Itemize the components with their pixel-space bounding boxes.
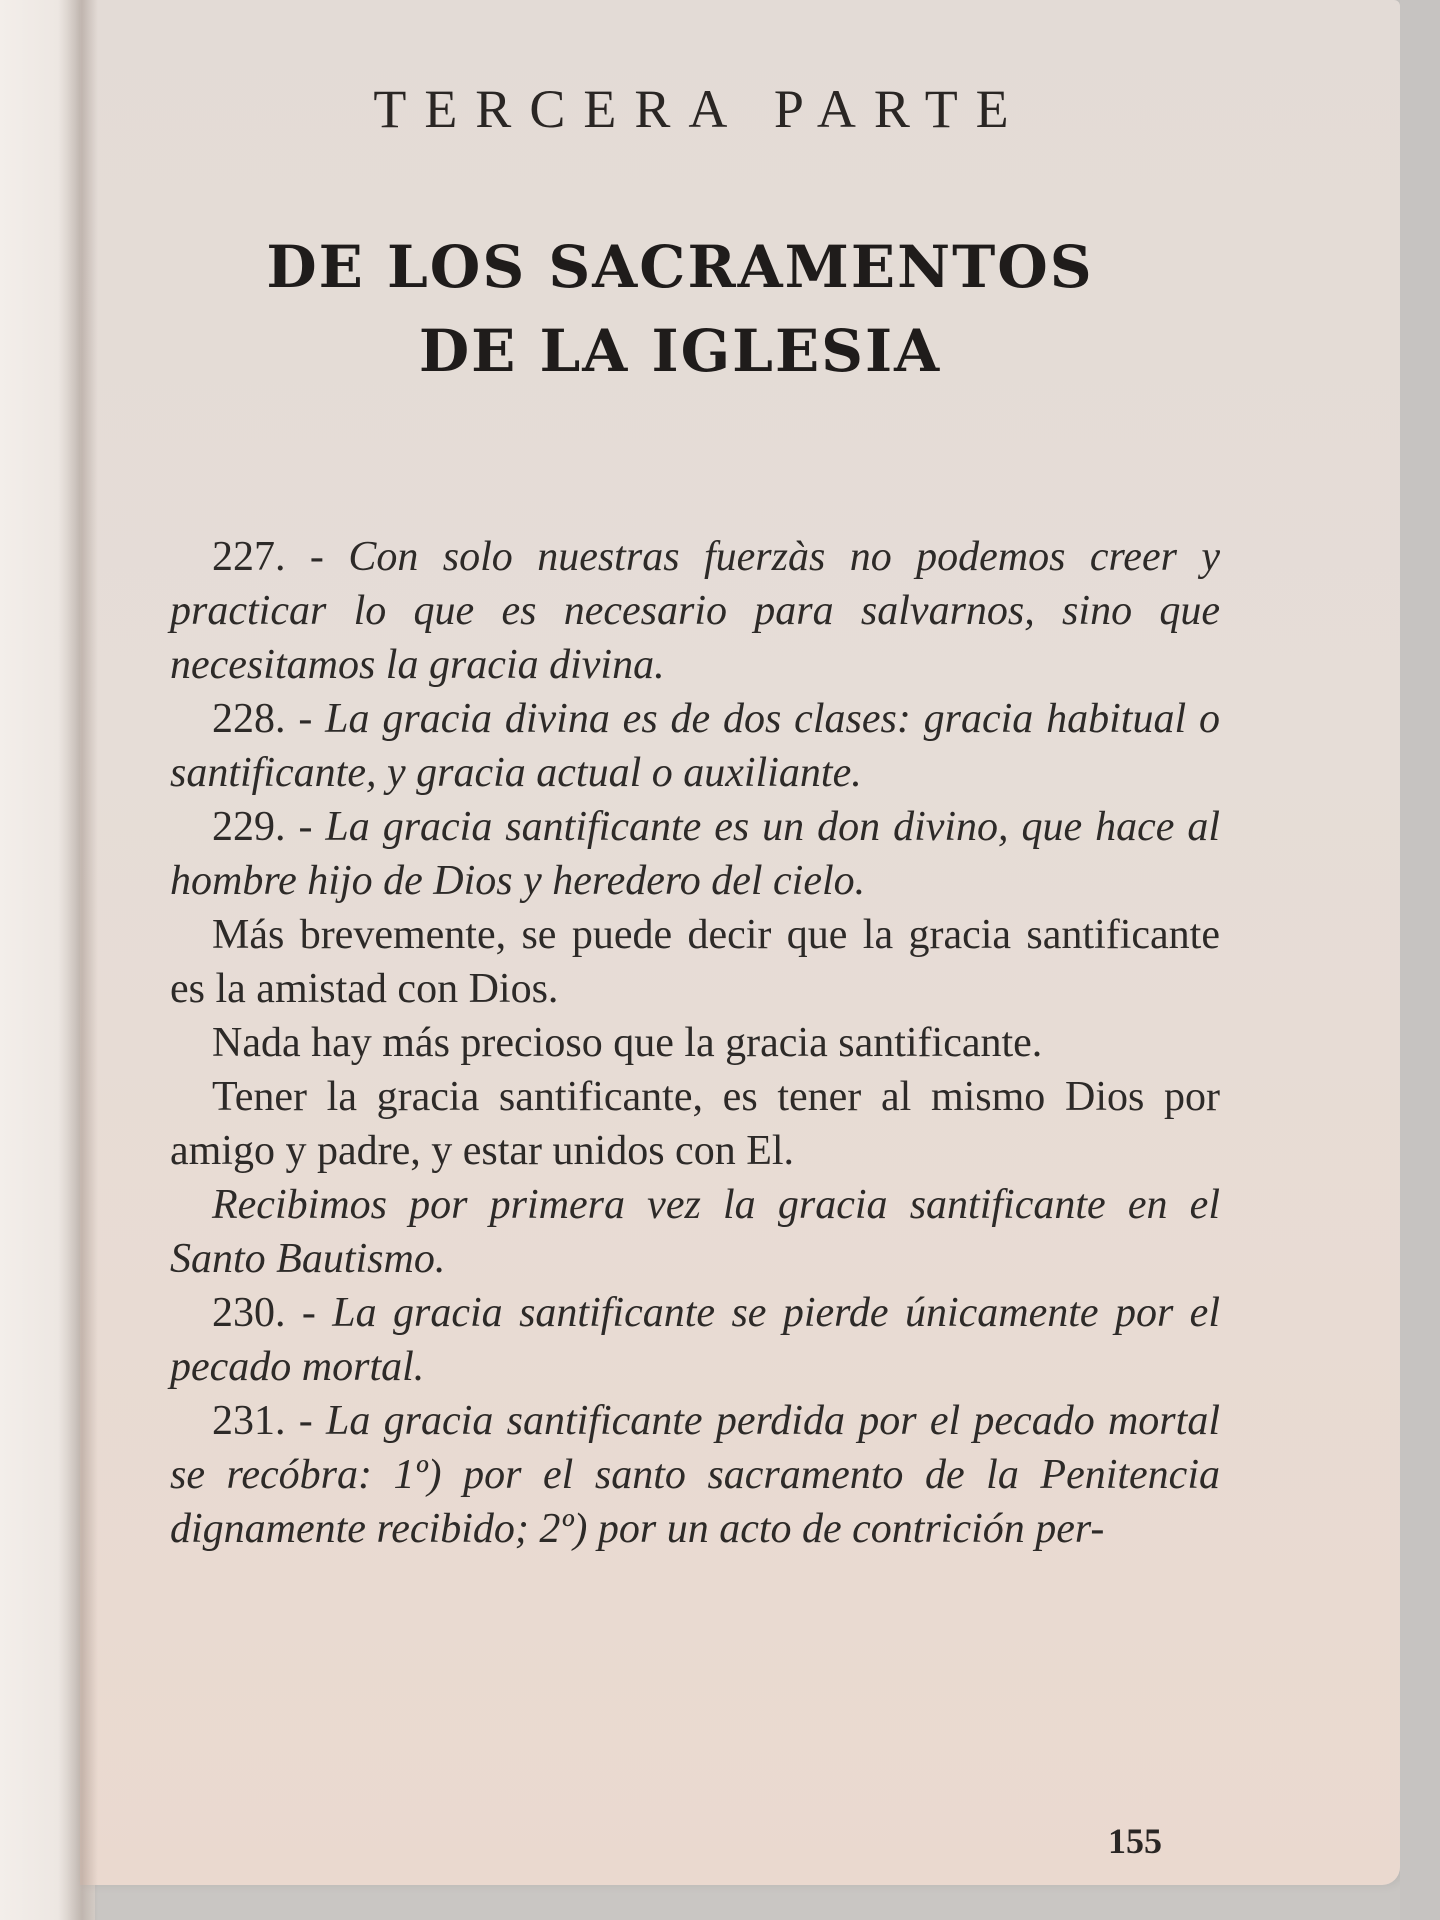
page-number: 155 xyxy=(1108,1821,1162,1861)
paragraph-nada-hay xyxy=(170,1016,1220,1070)
background-surface xyxy=(1400,0,1440,1920)
body-text xyxy=(170,530,1220,1556)
paragraph-227 xyxy=(170,530,1220,692)
paragraph-recibimos xyxy=(170,1178,1220,1286)
book-gutter xyxy=(58,0,98,1920)
paragraph-tener-la-gracia xyxy=(170,1070,1220,1178)
paragraph-text: Con solo nuestras fuerzàs no podemos creer y practicar lo que es necesario para salvarnos, sino que necesitamos la gracia divina. xyxy=(170,534,1220,688)
paragraph-231 xyxy=(170,1394,1220,1556)
paragraph-number: 228. - xyxy=(212,696,326,742)
paragraph-text: La gracia santificante perdida por el pecado mortal se recóbra: 1º) por el santo sacramento de la Penitencia dignamente recibido; 2º) por un acto de contrición per- xyxy=(170,1398,1220,1552)
paragraph-number: 229. - xyxy=(212,804,326,850)
paragraph-230 xyxy=(170,1286,1220,1394)
paragraph-228 xyxy=(170,692,1220,800)
paragraph-number: 231. - xyxy=(212,1398,327,1444)
paragraph-number: 230. - xyxy=(212,1290,333,1336)
paragraph-text: La gracia santificante se pierde únicamente por el pecado mortal. xyxy=(170,1290,1220,1390)
paragraph-brevemente xyxy=(170,908,1220,1016)
paragraph-number: 227. - xyxy=(212,534,349,580)
chapter-title-line-2: DE LA IGLESIA xyxy=(418,317,942,385)
paragraph-text: La gracia divina es de dos clases: gracia habitual o santificante, y gracia actual o auxiliante. xyxy=(170,696,1220,796)
paragraph-text: Nada hay más precioso que la gracia santificante. xyxy=(212,1020,1043,1066)
part-heading: TERCERA PARTE xyxy=(373,79,1027,139)
paragraph-text: Más brevemente, se puede decir que la gracia santificante es la amistad con Dios. xyxy=(170,912,1220,1012)
paragraph-text: Tener la gracia santificante, es tener al mismo Dios por amigo y padre, y estar unidos con El. xyxy=(170,1074,1220,1174)
chapter-title xyxy=(200,225,1160,393)
paragraph-text: La gracia santificante es un don divino, que hace al hombre hijo de Dios y heredero del cielo. xyxy=(170,804,1220,904)
paragraph-text: Recibimos por primera vez la gracia santificante en el Santo Bautismo. xyxy=(170,1182,1220,1282)
chapter-title-line-1: DE LOS SACRAMENTOS xyxy=(266,233,1094,301)
paragraph-229 xyxy=(170,800,1220,908)
